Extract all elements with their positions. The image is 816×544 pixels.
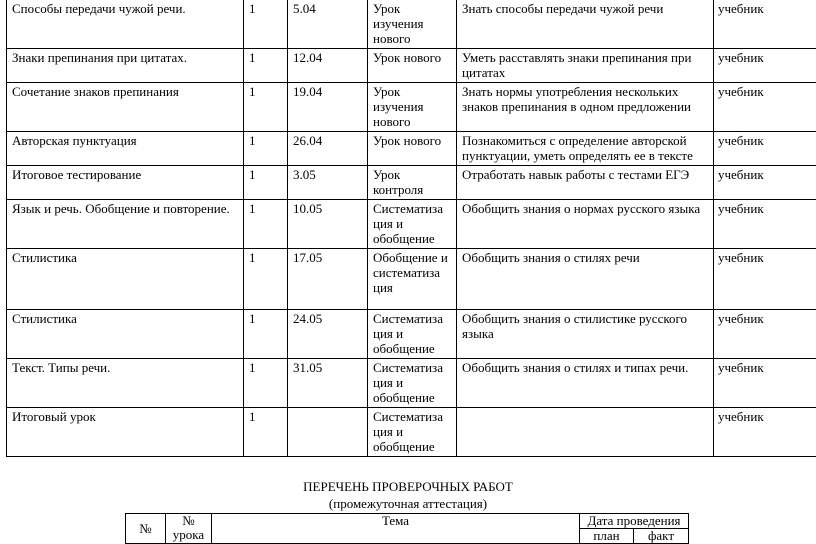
lesson-type-cell: Урок нового <box>368 49 457 83</box>
lesson-plan-table <box>6 0 816 457</box>
lesson-type-cell: Систематиза ция и обобщение <box>368 200 457 249</box>
table-row <box>7 132 816 166</box>
table-row <box>7 200 816 249</box>
lesson-type-cell: Урок изучения нового <box>368 83 457 132</box>
tests-header-row <box>126 514 689 529</box>
lesson-type-cell: Систематиза ция и обобщение <box>368 408 457 457</box>
tests-col-num: № <box>126 514 166 544</box>
lesson-topic-cell: Авторская пунктуация <box>7 132 244 166</box>
table-row <box>7 83 816 132</box>
lesson-topic-cell: Итоговое тестирование <box>7 166 244 200</box>
lesson-goal-cell <box>457 408 714 457</box>
section-subtitle: (промежуточная аттестация) <box>0 496 816 512</box>
lesson-resource-cell: учебник <box>714 0 816 49</box>
lesson-type-cell: Систематиза ция и обобщение <box>368 359 457 408</box>
lesson-date-cell: 12.04 <box>288 49 368 83</box>
table-row <box>7 249 816 310</box>
tests-col-date: Дата проведения <box>580 514 689 529</box>
lesson-date-cell: 10.05 <box>288 200 368 249</box>
lesson-topic-cell: Язык и речь. Обобщение и повторение. <box>7 200 244 249</box>
tests-col-lesson-num: № урока <box>166 514 212 544</box>
lesson-topic-cell: Стилистика <box>7 310 244 359</box>
lesson-date-cell: 17.05 <box>288 249 368 310</box>
lesson-type-cell: Урок изучения нового <box>368 0 457 49</box>
lesson-resource-cell: учебник <box>714 408 816 457</box>
lesson-hours-cell: 1 <box>244 83 288 132</box>
lesson-goal-cell: Отработать навык работы с тестами ЕГЭ <box>457 166 714 200</box>
lesson-topic-cell: Сочетание знаков препинания <box>7 83 244 132</box>
lesson-date-cell: 5.04 <box>288 0 368 49</box>
lesson-date-cell <box>288 408 368 457</box>
lesson-hours-cell: 1 <box>244 408 288 457</box>
lesson-topic-cell: Стилистика <box>7 249 244 310</box>
lesson-resource-cell: учебник <box>714 359 816 408</box>
lesson-goal-cell: Знать способы передачи чужой речи <box>457 0 714 49</box>
lesson-hours-cell: 1 <box>244 310 288 359</box>
lesson-goal-cell: Обобщить знания о нормах русского языка <box>457 200 714 249</box>
tests-col-topic: Тема <box>212 514 580 544</box>
tests-col-plan: план <box>580 529 634 544</box>
lesson-goal-cell: Познакомиться с определение авторской пунктуации, уметь определять ее в тексте <box>457 132 714 166</box>
lesson-date-cell: 3.05 <box>288 166 368 200</box>
lesson-date-cell: 26.04 <box>288 132 368 166</box>
lesson-resource-cell: учебник <box>714 249 816 310</box>
table-row <box>7 408 816 457</box>
lesson-topic-cell: Способы передачи чужой речи. <box>7 0 244 49</box>
lesson-goal-cell: Обобщить знания о стилях и типах речи. <box>457 359 714 408</box>
table-row <box>7 49 816 83</box>
tests-col-fact: факт <box>634 529 689 544</box>
lesson-goal-cell: Уметь расставлять знаки препинания при цитатах <box>457 49 714 83</box>
lesson-topic-cell: Знаки препинания при цитатах. <box>7 49 244 83</box>
lesson-hours-cell: 1 <box>244 49 288 83</box>
lesson-type-cell: Урок контроля <box>368 166 457 200</box>
lesson-hours-cell: 1 <box>244 200 288 249</box>
lesson-topic-cell: Итоговый урок <box>7 408 244 457</box>
table-row <box>7 0 816 49</box>
lesson-resource-cell: учебник <box>714 200 816 249</box>
lesson-goal-cell: Обобщить знания о стилях речи <box>457 249 714 310</box>
lesson-date-cell: 31.05 <box>288 359 368 408</box>
table-row <box>7 359 816 408</box>
lesson-hours-cell: 1 <box>244 249 288 310</box>
lesson-hours-cell: 1 <box>244 359 288 408</box>
lesson-hours-cell: 1 <box>244 166 288 200</box>
table-row <box>7 310 816 359</box>
lesson-date-cell: 19.04 <box>288 83 368 132</box>
lesson-resource-cell: учебник <box>714 132 816 166</box>
lesson-type-cell: Обобщение и систематиза ция <box>368 249 457 310</box>
lesson-hours-cell: 1 <box>244 132 288 166</box>
lesson-goal-cell: Обобщить знания о стилистике русского языка <box>457 310 714 359</box>
lesson-resource-cell: учебник <box>714 83 816 132</box>
lesson-topic-cell: Текст. Типы речи. <box>7 359 244 408</box>
lesson-hours-cell: 1 <box>244 0 288 49</box>
lesson-goal-cell: Знать нормы употребления нескольких знаков препинания в одном предложении <box>457 83 714 132</box>
tests-table <box>125 513 689 544</box>
lesson-type-cell: Урок нового <box>368 132 457 166</box>
lesson-resource-cell: учебник <box>714 310 816 359</box>
lesson-resource-cell: учебник <box>714 49 816 83</box>
table-row <box>7 166 816 200</box>
section-title: ПЕРЕЧЕНЬ ПРОВЕРОЧНЫХ РАБОТ <box>0 479 816 495</box>
lesson-type-cell: Систематиза ция и обобщение <box>368 310 457 359</box>
lesson-date-cell: 24.05 <box>288 310 368 359</box>
lesson-resource-cell: учебник <box>714 166 816 200</box>
